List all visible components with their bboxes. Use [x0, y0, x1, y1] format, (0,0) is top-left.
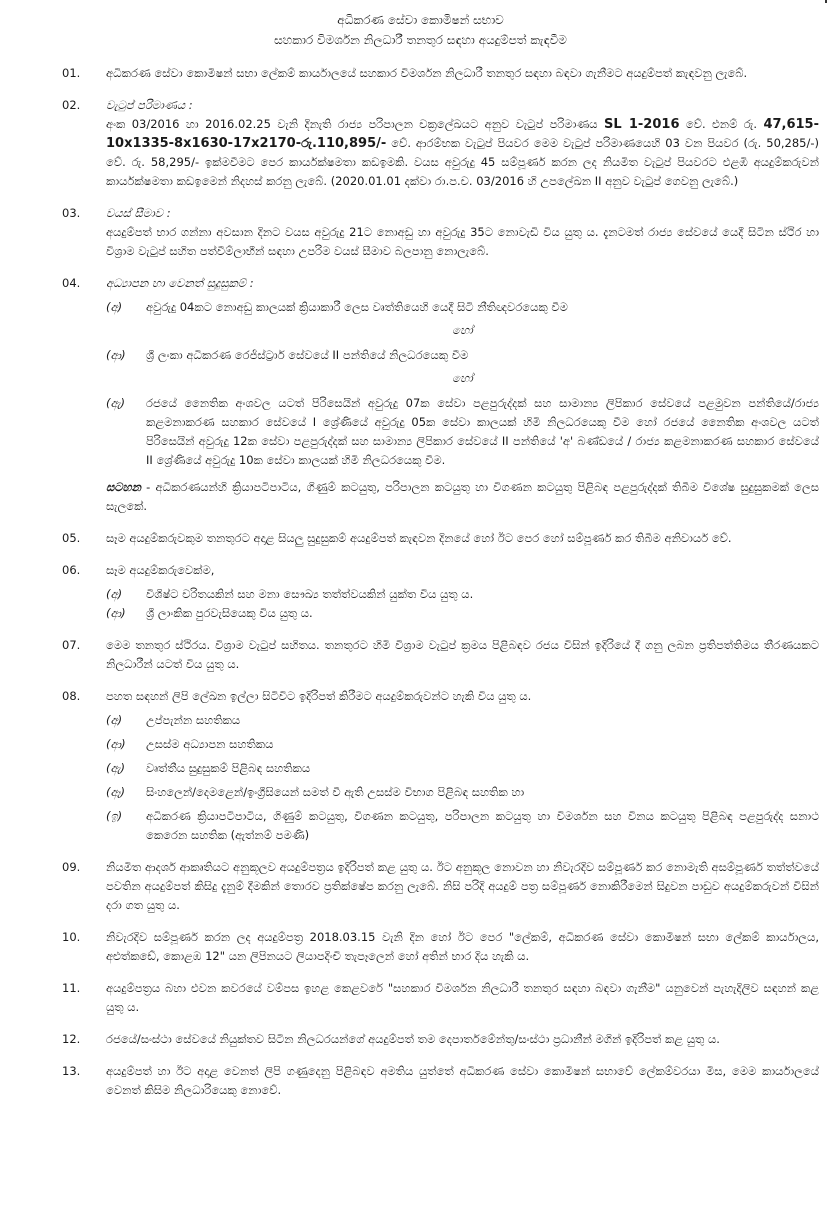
list-item [106, 759, 819, 778]
or-separator: හෝ [452, 371, 473, 385]
item-text: වෘත්තීය සුදුසුකම් පිළිබඳ සහතිකය [146, 761, 311, 775]
item-marker: (ඇ) [106, 761, 125, 775]
section-heading: වැටුප් පරිමාණය : [106, 98, 193, 112]
salary-text-1: අංක 03/2016 හා 2016.02.25 වැනි දිනැති රාජ්‍ය පරිපාලන චක්‍රලේඛයට අනුව වැටුප් පරිමාණය [106, 117, 604, 131]
item-marker: (ආ) [106, 348, 126, 362]
section-08 [62, 687, 819, 845]
section-number: 13. [62, 1064, 81, 1078]
salary-scale: 47,615-10x1335-8x1630-17x2170-රු.110,895/- [106, 117, 819, 151]
list-item [106, 807, 819, 845]
note [106, 478, 819, 516]
section-heading: අධ්‍යාපන හා වෙනත් සුදුසුකම් : [106, 276, 254, 290]
page-corner-mark [825, 0, 827, 3]
section-text: අයදුම්පත් හා ඊට අදාළ වෙනත් ලිපි ගණුදෙනු පිළිබඳව අමතිය යුත්තේ අධිකරණ සේවා කොමිෂන් සභාවේ ලේකම්වරයා මිස, මෙම කාර්යාලයේ වෙනත් කිසිම නිලධාරියෙකු නොවේ. [106, 1064, 819, 1097]
item-marker: (ඈ) [106, 785, 125, 799]
section-number: 10. [62, 930, 81, 944]
or-separator: හෝ [452, 323, 473, 337]
list-item [106, 711, 819, 730]
list-item [106, 783, 819, 802]
section-text: අයදුම්පත් භාර ගන්නා අවසාන දිනට වයස අවුරුදු 21ට නොඅඩු හා අවුරුදු 35ට නොවැඩි විය යුතු ය. දැනටමත් රාජ්‍ය සේවයේ යෙදී සිටින ස්ථිර හා විශ්‍රාම වැටුප් සහිත පත්වීම්ලාභීන් සඳහා උපරිම වයස් සීමාව බලපානු නොලැබේ. [106, 225, 819, 258]
item-marker: (ආ) [106, 606, 126, 620]
section-04 [62, 274, 819, 516]
item-text: අවුරුදු 04කට නොඅඩු කාලයක් ක්‍රියාකාරී ලෙස වෘත්තියෙහි යෙදී සිටි නීතිඥවරයෙකු වීම [146, 300, 568, 314]
list-item [106, 585, 819, 604]
section-number: 03. [62, 206, 81, 220]
document-title: අධිකරණ සේවා කොමිෂන් සභාව [337, 13, 504, 27]
section-number: 07. [62, 638, 81, 652]
item-marker: (ඉ) [106, 809, 123, 823]
list-item [106, 604, 819, 623]
item-text: ශ්‍රී ලාංකික පුරවැසියෙකු විය යුතු ය. [146, 606, 313, 620]
item-text: ශ්‍රී ලංකා අධිකරණ රෙජිස්ට්‍රාර් සේවයේ II පන්තියේ නිලධරයෙකු වීම [146, 348, 469, 362]
section-10 [62, 928, 819, 966]
section-text: පහත සඳහන් ලිපි ලේඛන ඉල්ලා සිටිවිට ඉදිරිපත් කිරීමට අයදුම්කරුවන්ට හැකි විය යුතු ය. [106, 689, 532, 703]
section-number: 02. [62, 98, 81, 112]
section-text: සෑම අයදුම්කරුවකුම තනතුරට අදාළ සියලු සුදුසුකම් අයදුම්පත් කැඳවන දිනයේ හෝ ඊට පෙර හෝ සම්පූර්ණ කර තිබීම අනිවාර්ය වේ. [106, 531, 732, 545]
item-marker: (අ) [106, 587, 123, 601]
item-marker: (අ) [106, 300, 123, 314]
salary-text [106, 115, 819, 191]
section-heading: වයස් සීමාව : [106, 206, 171, 220]
list-item [106, 735, 819, 754]
section-07 [62, 636, 819, 674]
section-09 [62, 858, 819, 915]
item-text: රජයේ නෛතික අංශවල යටත් පිරිසෙයින් අවුරුදු 07ක සේවා පළපුරුද්දක් සහ සාමාන්‍ය ලිපිකාර සේවයේ පළමුවන පන්තියේ/රාජ්‍ය කළමනාකරණ සහකාර සේවයේ I ශ්‍රේණියේ අවුරුදු 05ක සේවා කාලයක් හිමි නිලධරයෙකු වීම හෝ රජයේ නෛතික අංශවල යටත් පිරිසෙයින් අවුරුදු 12ක සේවා පළපුරුද්දක් සහ සාමාන්‍ය ලිපිකාර සේවයේ II පන්තියේ 'අ' බණ්ඩයේ / රාජ්‍ය කළමනාකරණ සහකාර සේවයේ II ශ්‍රේණියේ අවුරුදු 10ක සේවා කාලයක් හිමි නිලධරයෙකු වීම. [146, 396, 819, 467]
document-subtitle: සහකාර විමර්ශන නිලධාරී තනතුර සඳහා අයදුම්පත් කැඳවීම [274, 33, 567, 47]
item-marker: (අ) [106, 713, 123, 727]
section-text: අධිකරණ සේවා කොමිෂන් සභා ලේකම් කාර්යාලයේ සහකාර විමර්ශන නිලධාරී තනතුර සඳහා බඳවා ගැනීමට අයදුම්පත් කැඳවනු ලැබේ. [106, 66, 748, 80]
note-text: - අධිකරණයන්හි ක්‍රියාපටිපාටිය, ගිණුම් කටයුතු, පරිපාලන කටයුතු හා විගණන කටයුතු පිළිබඳ පළපුරුද්දක් තිබීම විශේෂ සුදුසුකමක් ලෙස සැලකේ. [106, 480, 819, 513]
section-text: නියමිත ආදර්ශ ආකෘතියට අනුකූලව අයදුම්පත්‍රය ඉදිරිපත් කළ යුතු ය. ඊට අනුකූල නොවන හා නිවැරදිව සම්පූර්ණ කර නොමැති අසම්පූර්ණ තත්ත්වයේ පවතින අයදුම්පත් කිසිදු දැනුම් දීමකින් තොරව ප්‍රතික්ෂේප කරනු ලැබේ. නිසි පරිදි අයදුම් පත්‍ර සම්පූර්ණ නොකිරීමෙන් සිදුවන පාඩුව අයදුම්කරුවන් විසින් දරා ගත යුතු ය. [106, 860, 819, 912]
section-text: අයදුම්පත්‍රය බහා එවන කවරයේ වම්පස ඉහළ කෙළවරේ "සහකාර විමර්ශන නිලධාරී තනතුර සඳහා බඳවා ගැනීම" යනුවෙන් පැහැදිලිව සඳහන් කළ යුතු ය. [106, 981, 819, 1014]
section-text: රජයේ/සංස්ථා සේවයේ නියුක්තව සිටින නිලධරයන්ගේ අයදුම්පත් තම දෙපාර්තමේන්තු/සංස්ථා ප්‍රධානීන් මගින් ඉදිරිපත් කළ යුතු ය. [106, 1032, 720, 1046]
section-13 [62, 1062, 819, 1100]
list-item [106, 298, 819, 317]
note-label: සටහන [106, 480, 141, 494]
section-number: 12. [62, 1032, 81, 1046]
section-number: 05. [62, 531, 81, 545]
section-number: 06. [62, 563, 81, 577]
section-number: 01. [62, 66, 81, 80]
section-12 [62, 1030, 819, 1049]
item-text: උසස්ම අධ්‍යාපන සහතිකය [146, 737, 274, 751]
list-item [106, 346, 819, 365]
section-number: 08. [62, 689, 81, 703]
section-number: 09. [62, 860, 81, 874]
section-06 [62, 561, 819, 623]
item-text: සිංහලෙන්/දෙමළෙන්/ඉංග්‍රීසියෙන් සමත් වී ඇති උසස්ම විභාග පිළිබඳ සහතික හා [146, 785, 525, 799]
salary-text-3: වේ. ආරම්භක වැටුප් පියවර මෙම වැටුප් පරිමාණයෙහි 03 වන පියවර (රු. 50,285/-) වේ. රු. 58,295/- ඉක්මවීමට පෙර කාර්යක්ෂමතා කඩඉමකි. වයස අවුරුදු 45 සම්පූර්ණ කරන ලද නියමිත වැටුප් පියවරට එළඹි අයදුම්කරුවන් කාර්යක්ෂමතා කඩඉමෙන් නිදහස් කරනු ලැබේ. (2020.01.01 දක්වා රා.ප.ච. 03/2016 හි උපලේඛන II අනුව වැටුප් ගෙවනු ලැබේ.) [106, 136, 819, 188]
list-item [106, 394, 819, 470]
section-05 [62, 529, 819, 548]
section-text: මෙම තනතුර ස්ථිරය. විශ්‍රාම වැටුප් සහිතය. තනතුරට හිමි විශ්‍රාම වැටුප් ක්‍රමය පිළිබඳව රජය විසින් ඉදිරියේ දී ගනු ලබන ප්‍රතිපත්තිමය තීරණයකට නිලධාරීන් යටත් විය යුතු ය. [106, 638, 819, 671]
item-marker: (ඇ) [106, 396, 125, 410]
salary-text-2: වේ. එනම් රු. [679, 117, 764, 131]
item-text: උප්පැන්න සහතිකය [146, 713, 241, 727]
section-01 [62, 64, 819, 83]
salary-code: SL 1-2016 [603, 117, 680, 132]
section-text: සෑම අයදුම්කරුවෙක්ම, [106, 563, 215, 577]
item-text: අධිකරණ ක්‍රියාපටිපාටිය, ගිණුම් කටයුතු, විගණන කටයුතු, පරිපාලන කටයුතු හා විමර්ශන සහ විනය කටයුතු පිළිබඳ පළපුරුද්ද සනාථ කෙරෙන සහතික (ඇත්නම් පමණි) [146, 809, 819, 842]
item-text: විශිෂ්ට චරිතයකින් සහ මනා සෞඛ්‍ය තත්ත්වයකින් යුක්ත විය යුතු ය. [146, 587, 474, 601]
section-02 [62, 96, 819, 191]
section-number: 04. [62, 276, 81, 290]
section-text: නිවැරදිව සම්පූර්ණ කරන ලද අයදුම්පත්‍ර 2018.03.15 වැනි දින හෝ ඊට පෙර "ලේකම්, අධිකරණ සේවා කොමිෂන් සභා ලේකම් කාර්යාලය, අළුත්කඩේ, කොළඹ 12" යන ලිපිනයට ලියාපදිංචි තැපෑලෙන් හෝ අතින් භාර දිය හැකි ය. [106, 930, 819, 963]
section-03 [62, 204, 819, 261]
section-11 [62, 979, 819, 1017]
section-number: 11. [62, 981, 81, 995]
item-marker: (ආ) [106, 737, 126, 751]
